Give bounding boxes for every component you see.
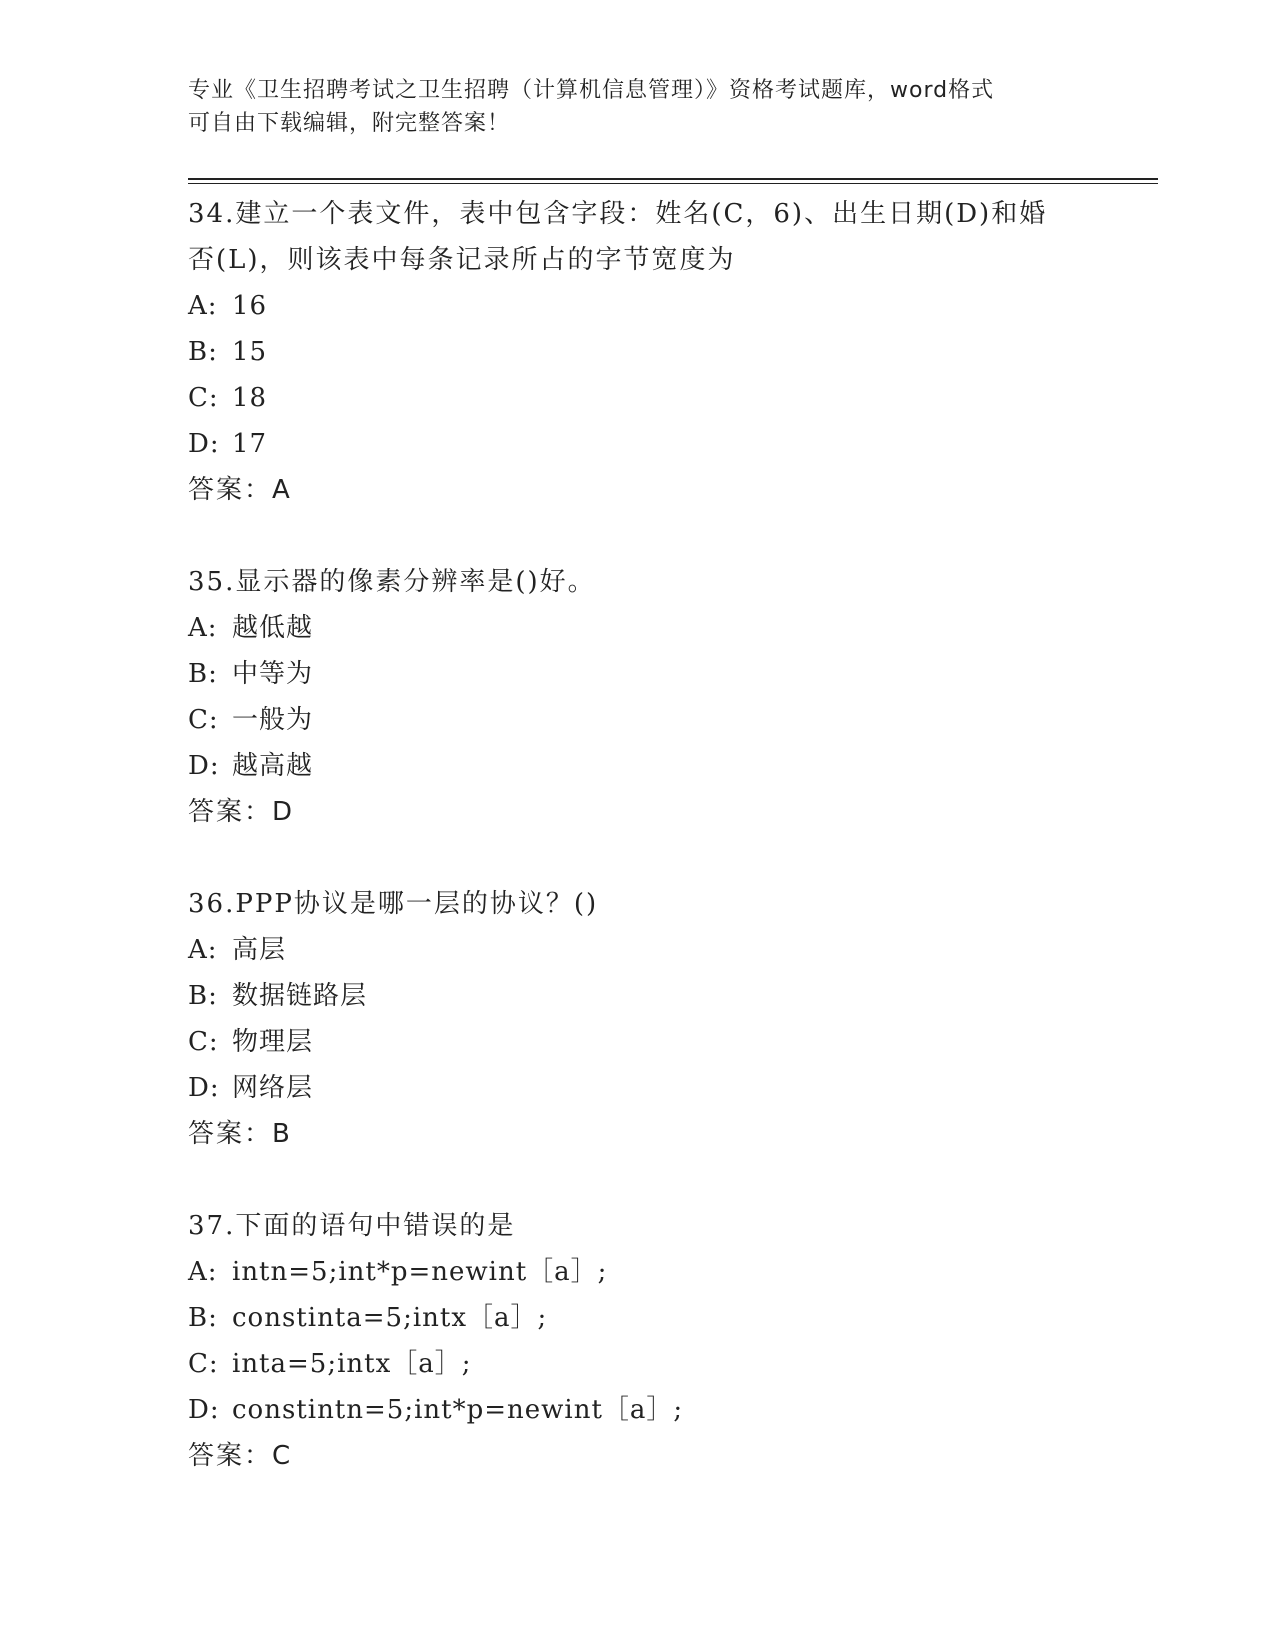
option-letter: B: bbox=[188, 659, 218, 689]
option-text: 高层 bbox=[232, 935, 287, 965]
option-text: constintn=5;int*p=newint［a］; bbox=[232, 1395, 684, 1425]
option-letter: C: bbox=[188, 705, 219, 735]
option-b bbox=[188, 329, 1088, 375]
header-divider-thin bbox=[188, 183, 1158, 184]
answer-line: 答案：A bbox=[188, 475, 292, 505]
option-b bbox=[188, 1295, 1088, 1341]
option-text: 16 bbox=[232, 291, 268, 321]
option-text: constinta=5;intx［a］; bbox=[232, 1303, 548, 1333]
option-c bbox=[188, 697, 1088, 743]
option-letter: D: bbox=[188, 1073, 220, 1103]
option-letter: A: bbox=[188, 613, 218, 643]
option-text: 物理层 bbox=[232, 1027, 314, 1057]
question-stem: 35.显示器的像素分辨率是()好。 bbox=[188, 567, 596, 597]
option-c bbox=[188, 1341, 1088, 1387]
question-37 bbox=[188, 1203, 1088, 1479]
question-35 bbox=[188, 559, 1088, 835]
option-c bbox=[188, 1019, 1088, 1065]
header-divider-thick bbox=[188, 178, 1158, 180]
question-spacer bbox=[188, 513, 1088, 559]
option-b bbox=[188, 973, 1088, 1019]
option-text: 18 bbox=[232, 383, 268, 413]
question-stem: 34.建立一个表文件，表中包含字段：姓名(C，6)、出生日期(D)和婚 bbox=[188, 199, 1048, 229]
question-36 bbox=[188, 881, 1088, 1157]
option-text: 一般为 bbox=[232, 705, 314, 735]
option-text: intn=5;int*p=newint［a］; bbox=[232, 1257, 608, 1287]
option-letter: A: bbox=[188, 935, 218, 965]
option-letter: D: bbox=[188, 1395, 220, 1425]
question-stem-continued: 否(L)，则该表中每条记录所占的字节宽度为 bbox=[188, 245, 736, 275]
option-a bbox=[188, 605, 1088, 651]
option-letter: C: bbox=[188, 1027, 219, 1057]
answer-line: 答案：D bbox=[188, 797, 295, 827]
option-text: 网络层 bbox=[232, 1073, 314, 1103]
question-34 bbox=[188, 191, 1088, 513]
document-header bbox=[188, 74, 1088, 140]
option-text: 中等为 bbox=[232, 659, 314, 689]
question-spacer bbox=[188, 835, 1088, 881]
answer-line: 答案：B bbox=[188, 1119, 292, 1149]
question-list bbox=[188, 191, 1088, 1479]
option-d bbox=[188, 1065, 1088, 1111]
option-text: 数据链路层 bbox=[232, 981, 368, 1011]
option-text: 15 bbox=[232, 337, 268, 367]
option-a bbox=[188, 1249, 1088, 1295]
option-letter: A: bbox=[188, 291, 218, 321]
option-a bbox=[188, 283, 1088, 329]
answer-line: 答案：C bbox=[188, 1441, 293, 1471]
option-letter: B: bbox=[188, 1303, 218, 1333]
option-b bbox=[188, 651, 1088, 697]
option-letter: D: bbox=[188, 429, 220, 459]
question-stem: 36.PPP协议是哪一层的协议？() bbox=[188, 889, 599, 919]
header-line-2: 可自由下载编辑，附完整答案！ bbox=[188, 111, 511, 136]
option-d bbox=[188, 421, 1088, 467]
question-spacer bbox=[188, 1157, 1088, 1203]
header-line-1: 专业《卫生招聘考试之卫生招聘（计算机信息管理）》资格考试题库，word格式 bbox=[188, 78, 995, 103]
option-text: 越低越 bbox=[232, 613, 314, 643]
option-text: 越高越 bbox=[232, 751, 314, 781]
option-letter: B: bbox=[188, 337, 218, 367]
option-letter: A: bbox=[188, 1257, 218, 1287]
option-c bbox=[188, 375, 1088, 421]
option-letter: C: bbox=[188, 383, 219, 413]
option-letter: B: bbox=[188, 981, 218, 1011]
option-text: inta=5;intx［a］; bbox=[232, 1349, 472, 1379]
option-d bbox=[188, 1387, 1088, 1433]
option-a bbox=[188, 927, 1088, 973]
option-d bbox=[188, 743, 1088, 789]
option-text: 17 bbox=[232, 429, 268, 459]
option-letter: D: bbox=[188, 751, 220, 781]
question-stem: 37.下面的语句中错误的是 bbox=[188, 1211, 516, 1241]
option-letter: C: bbox=[188, 1349, 219, 1379]
